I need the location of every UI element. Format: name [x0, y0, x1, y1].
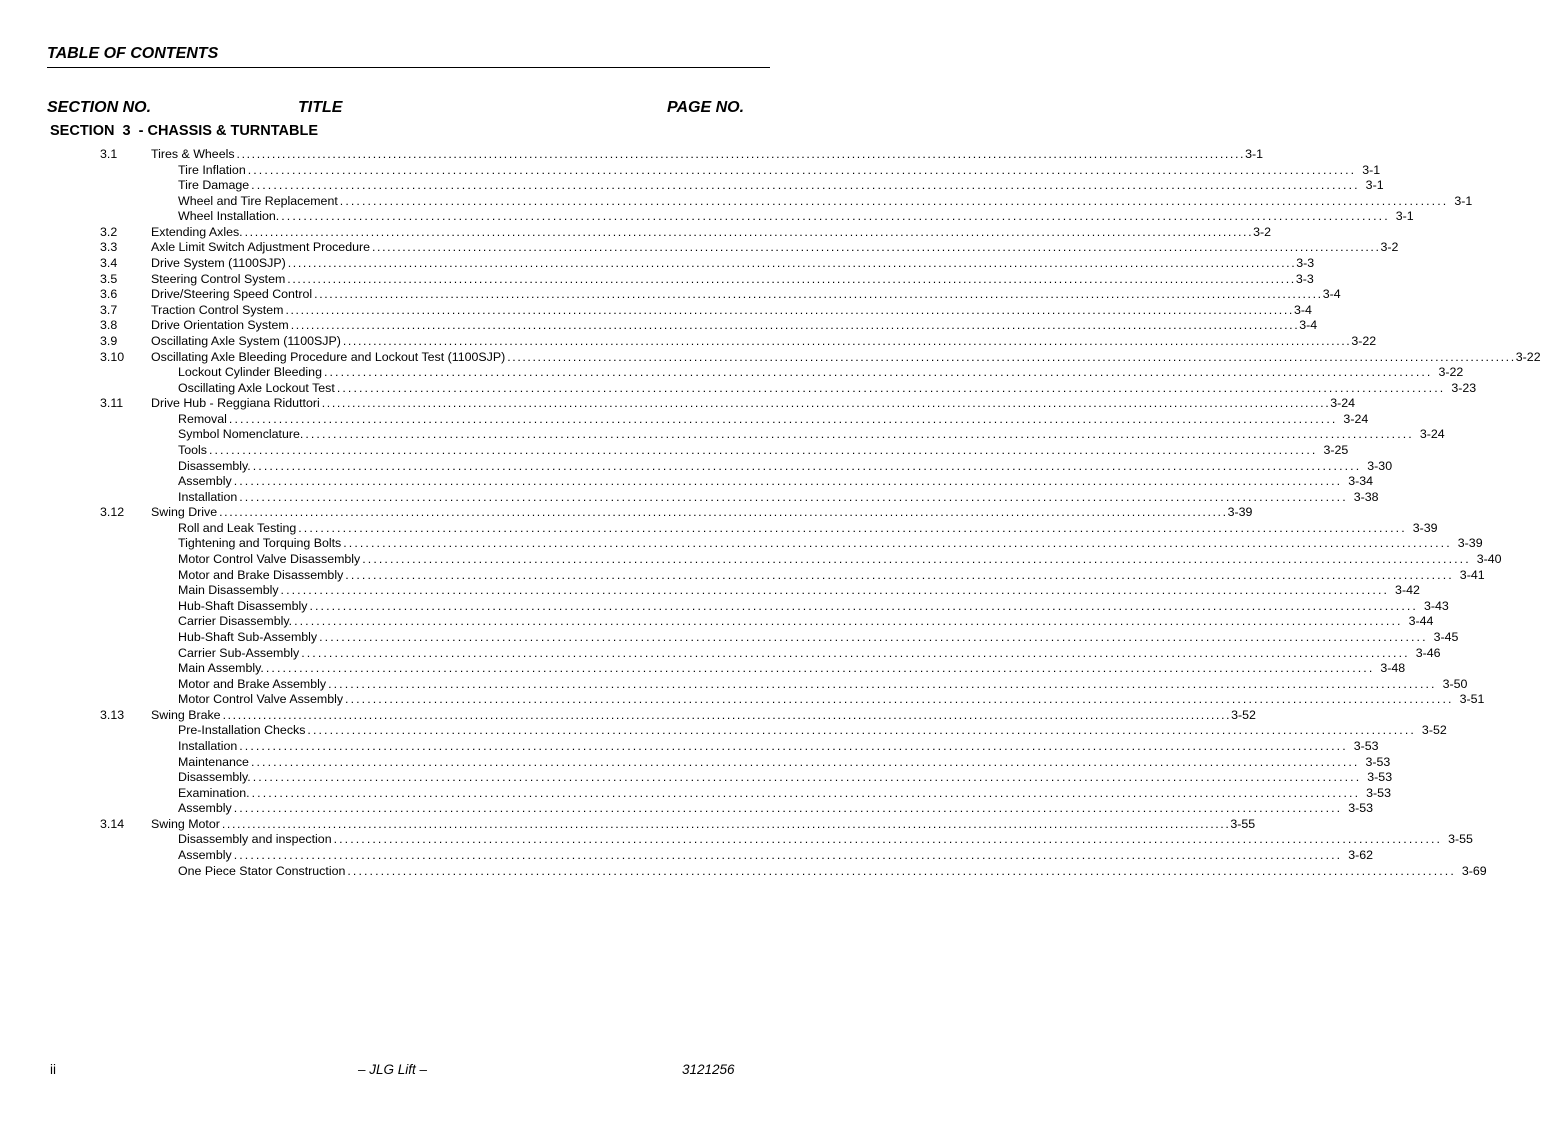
toc-entry[interactable]: [0, 302, 1312, 319]
toc-entry[interactable]: [0, 209, 1414, 225]
toc-entry-title: Disassembly and inspection: [178, 832, 332, 847]
toc-entry-list: [0, 147, 1541, 879]
toc-entry-page: 3-43: [1423, 598, 1449, 613]
toc-entry-page: 3-41: [1459, 567, 1485, 582]
dot-leader: ........................................................................................................................................................................................................: [221, 816, 1231, 831]
toc-entry-line: [178, 365, 1464, 381]
dot-leader: ........................................................................................................................................................................................................: [307, 723, 1416, 738]
toc-entry[interactable]: [0, 707, 1256, 724]
toc-entry-page: 3-24: [1419, 427, 1445, 442]
toc-entry-title: Drive System (1100SJP): [151, 256, 286, 271]
toc-entry-line: [178, 832, 1473, 848]
toc-entry-title: Hub-Shaft Sub-Assembly: [178, 629, 318, 644]
toc-entry-page: 3-39: [1412, 520, 1438, 535]
toc-entry-title: Removal: [178, 411, 227, 426]
toc-entry-page: 3-24: [1330, 396, 1356, 411]
toc-entry-line: [178, 162, 1381, 179]
toc-entry-page: 3-48: [1380, 661, 1406, 676]
toc-entry-line: [178, 552, 1502, 568]
toc-entry[interactable]: [0, 380, 1477, 397]
toc-entry-line: [178, 209, 1414, 225]
toc-entry-line: [178, 629, 1459, 646]
toc-entry-line: [151, 396, 1356, 412]
toc-entry-title: Tools: [178, 442, 207, 457]
section-heading: SECTION 3 - CHASSIS & TURNTABLE: [50, 123, 318, 139]
toc-entry-page: 3-39: [1227, 505, 1253, 520]
toc-entry-title: Drive Orientation System: [151, 318, 289, 333]
toc-entry-number: 3.2: [100, 224, 118, 239]
toc-entry[interactable]: [0, 661, 1406, 677]
toc-entry-line: [151, 318, 1318, 334]
toc-entry[interactable]: [0, 536, 1483, 552]
toc-entry-line: [178, 598, 1449, 615]
toc-entry-title: Swing Brake: [151, 707, 221, 722]
toc-entry-page: 3-34: [1348, 474, 1374, 489]
toc-entry-page: 3-25: [1323, 442, 1349, 457]
dot-leader: ........................................................................................................................................................................................................: [233, 801, 1343, 816]
toc-entry-title: Symbol Nomenclature.: [178, 427, 304, 442]
dot-leader: ........................................................................................................................................................................................................: [247, 162, 1357, 177]
dot-leader: ........................................................................................................................................................................................................: [314, 287, 1323, 302]
dot-leader: ........................................................................................................................................................................................................: [336, 380, 1446, 395]
page-title: TABLE OF CONTENTS: [47, 45, 219, 62]
dot-leader: ........................................................................................................................................................................................................: [285, 302, 1294, 317]
toc-entry-title: One Piece Stator Construction: [178, 863, 346, 878]
toc-entry-number: 3.13: [100, 707, 125, 722]
toc-entry-title: Carrier Sub-Assembly: [178, 645, 300, 660]
toc-entry-page: 3-45: [1433, 629, 1459, 644]
footer-document-number: 3121256: [682, 1062, 735, 1077]
toc-entry-title: Motor Control Valve Assembly: [178, 692, 344, 707]
toc-entry-title: Oscillating Axle Lockout Test: [178, 380, 335, 395]
toc-entry-number: 3.3: [100, 240, 118, 255]
toc-entry[interactable]: [0, 801, 1374, 817]
toc-entry-number: 3.7: [100, 302, 118, 317]
toc-entry-title: Wheel and Tire Replacement: [178, 193, 338, 208]
toc-entry[interactable]: [0, 489, 1379, 506]
toc-entry-line: [151, 333, 1377, 350]
column-heading-page-no: PAGE NO.: [667, 99, 745, 116]
toc-entry-page: 3-52: [1421, 723, 1447, 738]
toc-entry[interactable]: [0, 629, 1459, 646]
toc-entry-page: 3-22: [1438, 365, 1464, 380]
dot-leader: ........................................................................................................................................................................................................: [251, 178, 1360, 193]
toc-entry[interactable]: [0, 193, 1473, 210]
toc-entry-line: [178, 848, 1374, 864]
toc-entry-line: [151, 240, 1399, 256]
toc-entry-line: [178, 801, 1374, 817]
toc-entry-title: Main Assembly.: [178, 661, 264, 676]
toc-entry-page: 3-39: [1457, 536, 1483, 551]
toc-entry-line: [178, 614, 1434, 630]
toc-entry-title: Swing Motor: [151, 816, 220, 831]
footer-page-number: ii: [50, 1062, 56, 1077]
toc-entry-title: Axle Limit Switch Adjustment Procedure: [151, 240, 370, 255]
toc-entry-line: [178, 583, 1420, 599]
toc-entry-page: 3-30: [1367, 458, 1393, 473]
toc-entry[interactable]: [0, 333, 1377, 350]
toc-entry[interactable]: [0, 318, 1318, 334]
toc-entry-title: Assembly: [178, 848, 232, 863]
dot-leader: ........................................................................................................................................................................................................: [333, 832, 1443, 847]
dot-leader: ........................................................................................................................................................................................................: [305, 427, 1414, 442]
toc-entry-line: [178, 427, 1445, 443]
toc-entry[interactable]: [0, 505, 1253, 521]
toc-entry-title: Pre-Installation Checks: [178, 723, 306, 738]
toc-entry-page: 3-44: [1408, 614, 1434, 629]
toc-entry[interactable]: [0, 583, 1420, 599]
toc-entry-page: 3-22: [1351, 333, 1377, 348]
toc-entry-title: Tire Inflation: [178, 162, 246, 177]
dot-leader: ........................................................................................................................................................................................................: [233, 848, 1343, 863]
toc-entry-title: Traction Control System: [151, 302, 284, 317]
toc-entry[interactable]: [0, 271, 1314, 288]
toc-entry-page: 3-51: [1459, 692, 1485, 707]
toc-entry-page: 3-46: [1415, 645, 1441, 660]
toc-entry-page: 3-50: [1442, 676, 1468, 691]
dot-leader: ........................................................................................................................................................................................................: [281, 209, 1390, 224]
toc-entry-line: [178, 458, 1393, 475]
toc-entry-line: [151, 302, 1312, 319]
toc-entry-line: [178, 178, 1384, 194]
toc-entry-page: 3-62: [1348, 848, 1374, 863]
toc-entry-page: 3-53: [1366, 785, 1391, 800]
toc-entry-title: Motor Control Valve Disassembly: [178, 552, 361, 567]
toc-entry-number: 3.6: [100, 287, 118, 302]
toc-entry-line: [178, 676, 1468, 693]
toc-entry[interactable]: [0, 224, 1272, 241]
toc-entry[interactable]: [0, 598, 1449, 615]
toc-entry-page: 3-40: [1476, 552, 1502, 567]
toc-entry-line: [151, 505, 1253, 521]
toc-entry-page: 3-52: [1231, 707, 1256, 722]
toc-entry-title: Drive Hub - Reggiana Riduttori: [151, 396, 320, 411]
toc-entry-title: Disassembly.: [178, 458, 251, 473]
toc-entry[interactable]: [0, 411, 1369, 428]
toc-entry-number: 3.12: [100, 505, 125, 520]
toc-entry[interactable]: [0, 365, 1464, 381]
toc-entry-title: Wheel Installation.: [178, 209, 280, 224]
toc-entry-page: 3-1: [1395, 209, 1414, 224]
toc-entry-title: Tightening and Torquing Bolts: [178, 536, 342, 551]
toc-entry-page: 3-38: [1353, 489, 1379, 504]
toc-entry-page: 3-42: [1395, 583, 1420, 598]
toc-entry-title: Assembly: [178, 801, 232, 816]
toc-entry-line: [151, 287, 1341, 303]
toc-entry-number: 3.14: [100, 816, 125, 831]
toc-entry-number: 3.4: [100, 256, 118, 271]
toc-entry[interactable]: [0, 162, 1381, 179]
dot-leader: ........................................................................................................................................................................................................: [301, 645, 1410, 660]
toc-entry[interactable]: [0, 676, 1468, 693]
dot-leader: ........................................................................................................................................................................................................: [372, 240, 1381, 255]
dot-leader: ........................................................................................................................................................................................................: [309, 598, 1418, 613]
toc-entry-line: [178, 754, 1391, 771]
dot-leader: ........................................................................................................................................................................................................: [294, 614, 1403, 629]
toc-entry-line: [178, 380, 1477, 397]
toc-entry-page: 3-53: [1365, 754, 1391, 769]
toc-entry-title: Oscillating Axle Bleeding Procedure and Lockout Test (1100SJP): [151, 349, 506, 364]
toc-entry-line: [151, 256, 1315, 272]
toc-entry-line: [178, 411, 1369, 428]
dot-leader: ........................................................................................................................................................................................................: [345, 692, 1454, 707]
dot-leader: ........................................................................................................................................................................................................: [265, 661, 1375, 676]
toc-entry[interactable]: [0, 614, 1434, 630]
toc-entry-title: Extending Axles.: [151, 224, 243, 239]
toc-entry-line: [178, 661, 1406, 677]
toc-entry-line: [151, 349, 1541, 366]
dot-leader: ........................................................................................................................................................................................................: [222, 707, 1232, 722]
toc-entry-page: 3-1: [1362, 162, 1381, 177]
dot-leader: ........................................................................................................................................................................................................: [280, 583, 1390, 598]
toc-entry-title: Installation: [178, 489, 238, 504]
toc-entry[interactable]: [0, 396, 1356, 412]
dot-leader: ........................................................................................................................................................................................................: [343, 536, 1452, 551]
toc-entry-title: Swing Drive: [151, 505, 218, 520]
toc-entry-title: Motor and Brake Assembly: [178, 676, 327, 691]
toc-entry-page: 3-69: [1461, 863, 1487, 878]
toc-entry-line: [151, 224, 1272, 241]
toc-entry[interactable]: [0, 723, 1447, 739]
toc-entry-number: 3.11: [100, 396, 124, 411]
toc-entry-line: [151, 271, 1314, 288]
toc-entry-line: [178, 723, 1447, 739]
dot-leader: ........................................................................................................................................................................................................: [345, 567, 1454, 582]
toc-entry-title: Drive/Steering Speed Control: [151, 287, 313, 302]
toc-entry[interactable]: [0, 848, 1374, 864]
toc-entry-number: 3.1: [100, 147, 118, 161]
toc-entry-line: [178, 770, 1393, 786]
toc-entry-title: Oscillating Axle System (1100SJP): [151, 333, 341, 348]
toc-entry-page: 3-23: [1451, 380, 1477, 395]
dot-leader: ........................................................................................................................................................................................................: [323, 365, 1433, 380]
toc-entry-title: Examination.: [178, 785, 250, 800]
toc-entry-title: Motor and Brake Disassembly: [178, 567, 344, 582]
dot-leader: ........................................................................................................................................................................................................: [290, 318, 1300, 333]
toc-entry-title: Main Disassembly: [178, 583, 279, 598]
toc-entry-line: [178, 863, 1487, 880]
toc-entry[interactable]: [0, 240, 1399, 256]
dot-leader: ........................................................................................................................................................................................................: [239, 489, 1348, 504]
toc-entry[interactable]: [0, 785, 1391, 802]
header-divider: [47, 67, 770, 68]
dot-leader: ........................................................................................................................................................................................................: [239, 738, 1348, 753]
dot-leader: ........................................................................................................................................................................................................: [328, 676, 1437, 691]
toc-entry-title: Lockout Cylinder Bleeding: [178, 365, 322, 380]
dot-leader: ........................................................................................................................................................................................................: [219, 505, 1228, 520]
toc-entry[interactable]: [0, 816, 1256, 833]
dot-leader: ........................................................................................................................................................................................................: [236, 147, 1246, 161]
toc-entry-line: [178, 442, 1349, 459]
column-heading-section-no: SECTION NO.: [47, 99, 152, 116]
toc-entry-title: Carrier Disassembly.: [178, 614, 293, 629]
dot-leader: ........................................................................................................................................................................................................: [342, 333, 1352, 348]
toc-entry[interactable]: [0, 754, 1391, 771]
toc-entry-page: 3-2: [1253, 224, 1272, 239]
toc-entry-title: Tires & Wheels: [151, 147, 235, 161]
toc-entry-page: 3-4: [1293, 302, 1312, 317]
dot-leader: ........................................................................................................................................................................................................: [339, 193, 1449, 208]
toc-entry-title: Tire Damage: [178, 178, 250, 193]
toc-entry[interactable]: [0, 256, 1315, 272]
toc-entry-page: 3-53: [1353, 738, 1379, 753]
footer-publisher: – JLG Lift –: [358, 1062, 428, 1077]
toc-entry-line: [178, 536, 1483, 552]
toc-entry-title: Disassembly.: [178, 770, 251, 785]
toc-entry-page: 3-24: [1343, 411, 1369, 426]
dot-leader: ........................................................................................................................................................................................................: [347, 863, 1456, 878]
column-heading-title: TITLE: [298, 99, 343, 116]
dot-leader: ........................................................................................................................................................................................................: [319, 629, 1428, 644]
toc-entry-title: Assembly: [178, 474, 232, 489]
toc-entry-page: 3-55: [1448, 832, 1473, 847]
toc-entry-page: 3-1: [1365, 178, 1384, 193]
toc-entry-line: [178, 645, 1441, 662]
toc-entry[interactable]: [0, 645, 1441, 662]
dot-leader: ........................................................................................................................................................................................................: [244, 224, 1254, 239]
toc-entry-title: Roll and Leak Testing: [178, 520, 297, 535]
toc-entry-page: 3-4: [1322, 287, 1341, 302]
dot-leader: ........................................................................................................................................................................................................: [362, 552, 1471, 567]
toc-entry-page: 3-3: [1296, 256, 1315, 271]
toc-entry[interactable]: [0, 863, 1487, 880]
toc-entry-page: 3-55: [1230, 816, 1256, 831]
toc-entry-title: Hub-Shaft Disassembly: [178, 598, 308, 613]
toc-entry-line: [178, 193, 1473, 210]
toc-entry[interactable]: [0, 832, 1473, 848]
dot-leader: ........................................................................................................................................................................................................: [251, 785, 1361, 800]
toc-entry-line: [151, 147, 1263, 163]
toc-entry-line: [178, 489, 1379, 506]
dot-leader: ........................................................................................................................................................................................................: [233, 474, 1343, 489]
toc-entry[interactable]: [0, 474, 1374, 490]
toc-entry-number: 3.9: [100, 333, 118, 348]
dot-leader: ........................................................................................................................................................................................................: [298, 520, 1407, 535]
toc-entry[interactable]: [0, 692, 1485, 708]
toc-entry-line: [178, 692, 1485, 708]
toc-entry-page: 3-53: [1348, 801, 1374, 816]
toc-entry[interactable]: [0, 552, 1502, 568]
toc-entry[interactable]: [0, 770, 1393, 786]
toc-entry-line: [178, 567, 1485, 584]
dot-leader: ........................................................................................................................................................................................................: [252, 458, 1362, 473]
toc-entry-line: [178, 785, 1391, 802]
toc-entry-title: Maintenance: [178, 754, 249, 769]
toc-entry[interactable]: [0, 458, 1393, 475]
dot-leader: ........................................................................................................................................................................................................: [252, 770, 1362, 785]
toc-entry[interactable]: [0, 287, 1341, 303]
dot-leader: ........................................................................................................................................................................................................: [507, 349, 1516, 364]
toc-entry-line: [178, 520, 1438, 537]
dot-leader: ........................................................................................................................................................................................................: [321, 396, 1331, 411]
toc-entry[interactable]: [0, 520, 1438, 537]
toc-entry-number: 3.10: [100, 349, 125, 364]
dot-leader: ........................................................................................................................................................................................................: [250, 754, 1360, 769]
dot-leader: ........................................................................................................................................................................................................: [287, 271, 1296, 286]
toc-entry-page: 3-1: [1245, 147, 1263, 161]
dot-leader: ........................................................................................................................................................................................................: [208, 442, 1318, 457]
toc-entry-page: 3-4: [1299, 318, 1318, 333]
toc-entry-line: [151, 816, 1256, 833]
toc-entry[interactable]: [0, 738, 1379, 755]
toc-entry-page: 3-22: [1515, 349, 1541, 364]
toc-entry-number: 3.5: [100, 271, 118, 286]
toc-entry-page: 3-53: [1367, 770, 1393, 785]
toc-entry[interactable]: [0, 442, 1349, 459]
toc-entry-title: Installation: [178, 738, 238, 753]
dot-leader: ........................................................................................................................................................................................................: [287, 256, 1297, 271]
toc-entry[interactable]: [0, 147, 1263, 163]
toc-entry[interactable]: [0, 427, 1445, 443]
toc-entry-title: Steering Control System: [151, 271, 286, 286]
toc-entry-number: 3.8: [100, 318, 118, 333]
toc-entry-line: [151, 707, 1256, 724]
toc-entry[interactable]: [0, 349, 1541, 366]
dot-leader: ........................................................................................................................................................................................................: [228, 411, 1338, 426]
toc-entry[interactable]: [0, 567, 1485, 584]
toc-entry-line: [178, 738, 1379, 755]
toc-entry-page: 3-2: [1380, 240, 1399, 255]
toc-entry-page: 3-3: [1295, 271, 1314, 286]
toc-entry[interactable]: [0, 178, 1384, 194]
toc-entry-page: 3-1: [1454, 193, 1473, 208]
toc-entry-line: [178, 474, 1374, 490]
